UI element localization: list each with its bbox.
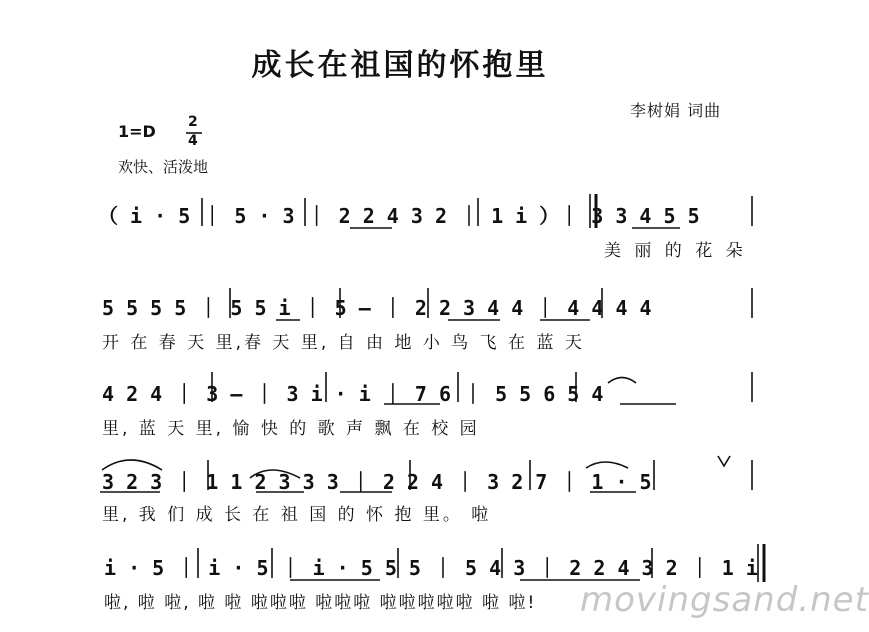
notation-row: （ i · 5 ｜ 5 · 3 ｜ 2 2 4 3 2 ｜ 1 i ）｜ 3 3 4 5 5 xyxy=(98,204,700,228)
song-title: 成长在祖国的怀抱里 xyxy=(251,48,549,83)
tempo-marking: 欢快、活泼地 xyxy=(118,158,209,176)
lyrics-row: 美 丽 的 花 朵 xyxy=(604,241,747,261)
author-credit: 李树娟 词曲 xyxy=(630,101,722,120)
time-signature-top: 2 xyxy=(188,114,198,130)
time-signature-bottom: 4 xyxy=(188,133,198,149)
lyrics-row: 开 在 春 天 里,春 天 里, 自 由 地 小 鸟 飞 在 蓝 天 xyxy=(102,333,585,353)
lyrics-row: 里, 蓝 天 里, 愉 快 的 歌 声 飘 在 校 园 xyxy=(102,419,480,439)
key-signature: 1=D xyxy=(118,122,156,141)
lyrics-row: 里, 我 们 成 长 在 祖 国 的 怀 抱 里。 啦 xyxy=(102,505,492,525)
notation-row: 3 2 3 ｜ 1 1 2 3 3 3 ｜ 2 2 4 ｜ 3 2 7 ｜ 1 · 5 xyxy=(102,470,652,494)
lyrics-row: 啦, 啦 啦, 啦 啦 啦啦啦 啦啦啦 啦啦啦啦啦 啦 啦! xyxy=(104,593,537,613)
notation-row: i · 5 ｜ i · 5 ｜ i · 5 5 5 ｜ 5 4 3 ｜ 2 2 4 3 2 ｜ 1 i xyxy=(104,556,758,580)
watermark: movingsand.net xyxy=(580,580,869,620)
notation-row: 4 2 4 ｜ 3 – ｜ 3 i · i ｜ 7 6 ｜ 5 5 6 5 4 xyxy=(102,382,604,406)
notation-row: 5 5 5 5 ｜ 5 5 i ｜ 5 – ｜ 2 2 3 4 4 ｜ 4 4 4 4 xyxy=(102,296,652,320)
